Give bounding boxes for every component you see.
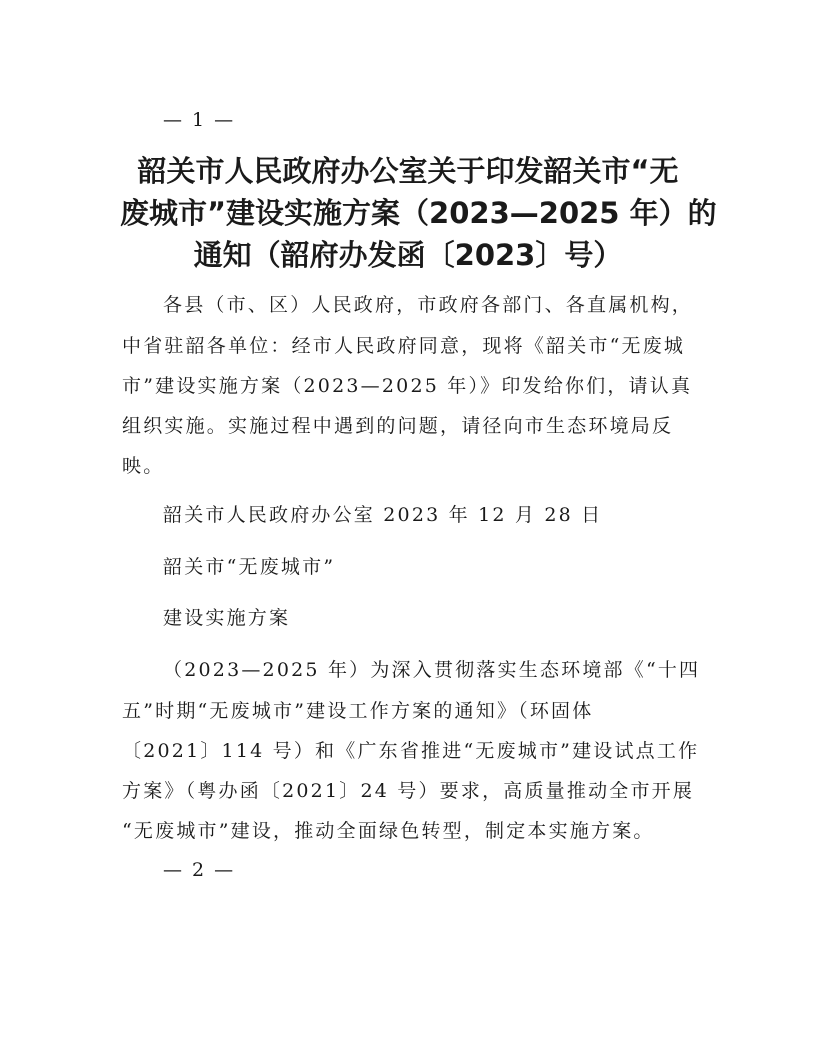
body-line: （2023—2025 年）为深入贯彻落实生态环境部《“十四: [163, 659, 701, 681]
title-line: 通知（韶府办发函〔2023〕号）: [193, 238, 623, 272]
page-number-1: — 1 —: [163, 109, 236, 131]
title-line: 韶关市人民政府办公室关于印发韶关市“无: [137, 154, 679, 188]
body-line: 〔2021〕114 号）和《广东省推进“无废城市”建设试点工作: [122, 740, 700, 762]
title-line: 废城市”建设实施方案（2023—2025 年）的: [120, 196, 717, 230]
body-line: 五”时期“无废城市”建设工作方案的通知》（环固体: [122, 700, 594, 722]
signature-line: 韶关市人民政府办公室 2023 年 12 月 28 日: [163, 504, 603, 526]
page-number-2: — 2 —: [163, 859, 236, 881]
intro-line: 中省驻韶各单位：经市人民政府同意，现将《韶关市“无废城: [122, 335, 686, 357]
intro-line: 各县（市、区）人民政府，市政府各部门、各直属机构，: [163, 294, 694, 316]
intro-line: 市”建设实施方案（2023—2025 年）》印发给你们，请认真: [122, 375, 693, 397]
intro-line: 映。: [122, 455, 165, 477]
body-line: 方案》（粤办函〔2021〕24 号）要求，高质量推动全市开展: [122, 780, 695, 802]
plan-title-line: 建设实施方案: [163, 607, 291, 629]
body-line: “无废城市”建设，推动全面绿色转型，制定本实施方案。: [122, 820, 655, 842]
intro-line: 组织实施。实施过程中遇到的问题，请径向市生态环境局反: [122, 415, 674, 437]
plan-title-line: 韶关市“无废城市”: [163, 556, 336, 578]
document-title: [120, 150, 717, 276]
